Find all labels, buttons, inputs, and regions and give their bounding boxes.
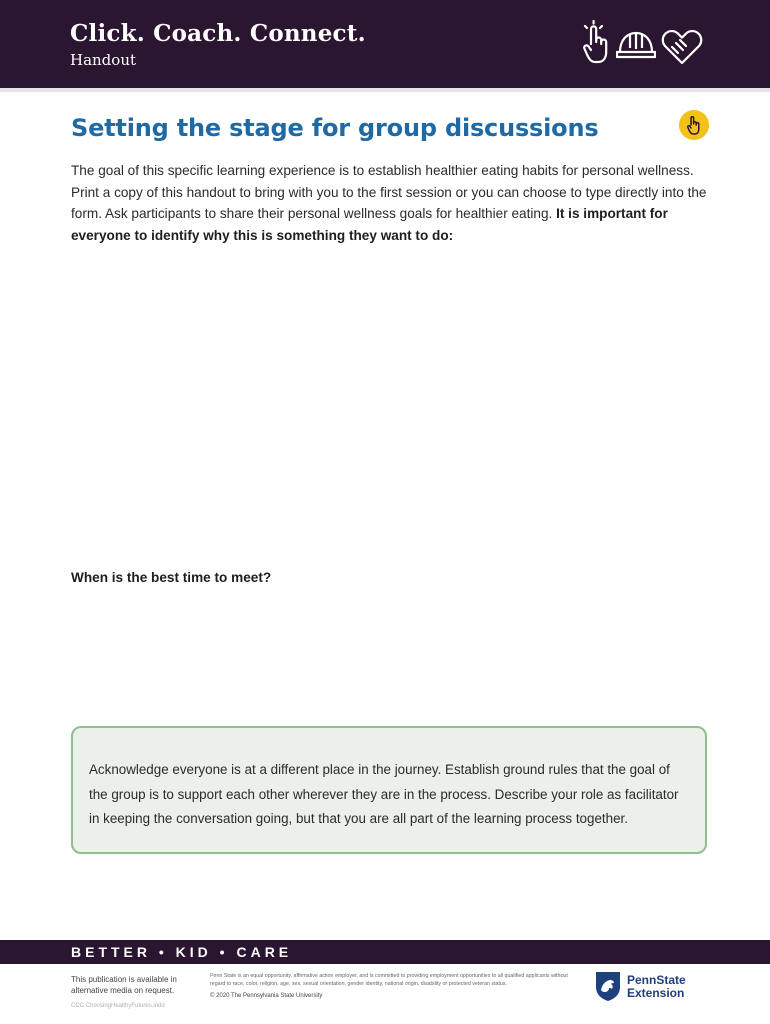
brand-subtitle: Handout (70, 51, 137, 69)
meeting-time-question: When is the best time to meet? (71, 570, 272, 585)
intro-paragraph (71, 160, 711, 246)
intro-emphasis: It is important for everyone to identify why this is something they want to do: (71, 206, 668, 243)
logo-wordmark (627, 974, 686, 1000)
footer-bar (0, 940, 770, 964)
intro-text: The goal of this specific learning experience is to establish healthier eating habits for personal wellness. Print a copy of this handout to bring with you to the first session or you can choose to type directly into the form. Ask participants to share their personal wellness goals for healthier eating. (71, 163, 707, 221)
copyright-notice: © 2020 The Pennsylvania State University (210, 993, 323, 999)
page-title: Setting the stage for group discussions (71, 114, 599, 142)
handshake-heart-icon (660, 25, 704, 65)
logo-line-1: PennState (627, 973, 686, 987)
pointing-hand-icon (580, 20, 612, 68)
page-header (0, 0, 770, 88)
header-divider (0, 88, 770, 92)
brand-title: Click. Coach. Connect. (70, 20, 366, 47)
hand-badge (679, 110, 709, 140)
facilitator-tip-box (71, 726, 707, 854)
header-icon-group (580, 20, 704, 68)
hard-hat-icon (616, 28, 656, 62)
program-name: BETTER • KID • CARE (71, 944, 293, 960)
file-reference: CCC ChoosingHealthyFutures.indd (71, 1003, 165, 1009)
availability-note: This publication is available in alternative media on request. (71, 975, 177, 995)
nittany-lion-shield-icon (594, 970, 622, 1002)
equal-opportunity-statement: Penn State is an equal opportunity, affirmative action employer, and is committed to providing employment opportunities to all qualified applicants without regard to race, color, religion, age, sex, sexual orientation, gender identity, national origin, disability or protected veteran status. (210, 973, 568, 987)
logo-line-2: Extension (627, 986, 685, 1000)
pointing-hand-icon (685, 114, 703, 136)
facilitator-tip-text: Acknowledge everyone is at a different place in the journey. Establish ground rules that the goal of the group is to support each other wherever they are in the process. Describe your role as facilitator in keeping the conversation going, but that you are all part of the learning process together. (89, 762, 679, 826)
penn-state-extension-logo (594, 970, 704, 1004)
